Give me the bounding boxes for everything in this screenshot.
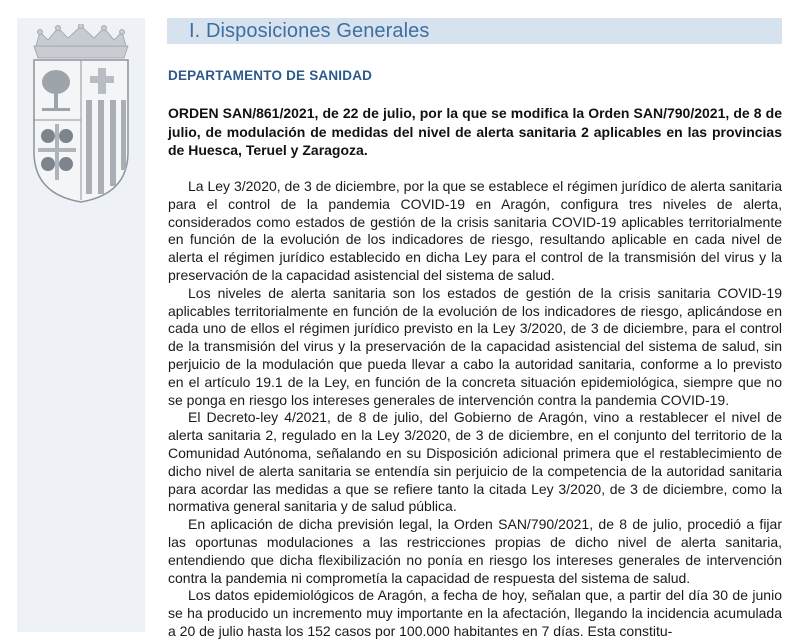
- paragraph: La Ley 3/2020, de 3 de diciembre, por la que se establece el régimen jurídico de alerta sanitaria para el control de la pandemia COVID-19 en Aragón, configura tres niveles de alerta, considerados como estados de gestión de la crisis sanitaria COVID-19 aplicables territorialmente en función de la evolución de los indicadores de riesgo, resultando aplicable en cada nivel de alerta el régimen jurídico establecido en dicha Ley para el control de la transmisión del virus y la preservación de la capacidad asistencial del sistema de salud.: [168, 178, 782, 283]
- department-heading: DEPARTAMENTO DE SANIDAD: [168, 68, 373, 83]
- paragraph: El Decreto-ley 4/2021, de 8 de julio, del Gobierno de Aragón, vino a restablecer el nivel de alerta sanitaria 2, regulado en la Ley 3/2020, de 3 de diciembre, en el conjunto del territorio de la Comunidad Autónoma, señalando en su Disposición adicional primera que el restablecimiento de dicho nivel de alerta sanitaria se entendía sin perjuicio de la competencia de la autoridad sanitaria para acordar las medidas a que se refiere tanto la citada Ley 3/2020, de 3 de diciembre, como la normativa general sanitaria y de salud pública.: [168, 409, 782, 515]
- section-title: I. Disposiciones Generales: [189, 20, 430, 42]
- crown-icon: [34, 24, 128, 58]
- coat-of-arms-logo: [28, 24, 134, 204]
- paragraph: Los niveles de alerta sanitaria son los estados de gestión de la crisis sanitaria COVID-19 aplicables territorialmente en función de la evolución de los indicadores de riesgo, aplicándose en cada uno de ellos el régimen jurídico previsto en la Ley 3/2020, de 3 de diciembre, para el control de la transmisión del virus y la preservación de la capacidad asistencial del sistema de salud, sin perjuicio de la modulación que pueda llevar a cabo la autoridad sanitaria, conforme a lo previsto en el artículo 19.1 de la Ley, en función de la concreta situación epidemiológica, siempre que no se ponga en riesgo los intereses generales de intervención contra la pandemia COVID-19.: [168, 284, 782, 408]
- document-body: [168, 178, 782, 641]
- order-title: ORDEN SAN/861/2021, de 22 de julio, por la que se modifica la Orden SAN/790/2021, de 8 de julio, de modulación de medidas del nivel de alerta sanitaria 2 aplicables en las provincias de Huesca, Teruel y Zaragoza.: [168, 105, 782, 158]
- paragraph: En aplicación de dicha previsión legal, la Orden SAN/790/2021, de 8 de julio, procedió a fijar las oportunas modulaciones a las restricciones propias de dicho nivel de alerta sanitaria, entendiendo que dicha flexibilización no ponía en riesgo los intereses generales de intervención contra la pandemia ni comprometía la capacidad de respuesta del sistema de salud.: [168, 516, 782, 586]
- paragraph: Los datos epidemiológicos de Aragón, a fecha de hoy, señalan que, a partir del día 30 de junio se ha producido un incremento muy importante en la afectación, llegando la incidencia acumulada a 20 de julio hasta los 152 casos por 100.000 habitantes en 7 días. Esta constitu-: [168, 587, 782, 639]
